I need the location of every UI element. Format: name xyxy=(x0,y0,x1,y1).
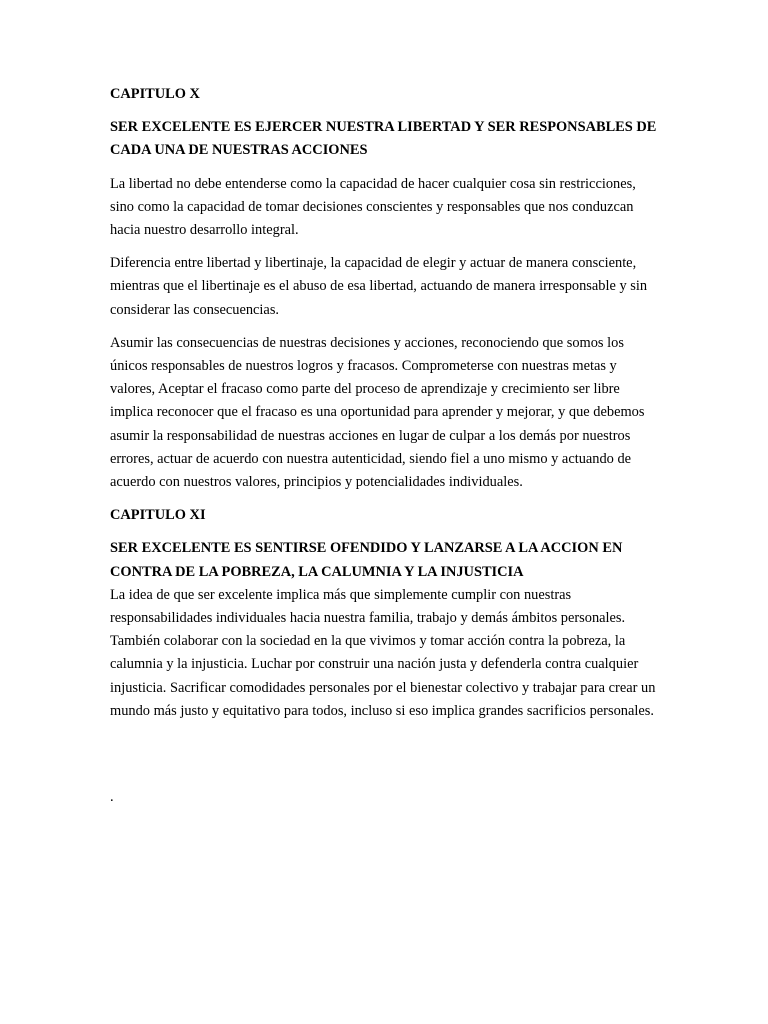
chapter-x-label: CAPITULO X xyxy=(110,86,200,102)
chapter-x-paragraph-3: Asumir las consecuencias de nuestras decisiones y acciones, reconociendo que somos los únicos responsables de nuestros logros y fracasos. Comprometerse con nuestras metas y valores, Aceptar el fracaso como parte del proceso de aprendizaje y crecimiento ser libre implica reconocer que el fracaso es una oportunidad para aprender y mejorar, y que debemos asumir la responsabilidad de nuestras acciones en lugar de culpar a los demás por nuestros errores, actuar de acuerdo con nuestra autenticidad, siendo fiel a uno mismo y actuando de acuerdo con nuestros valores, principios y potencialidades individuales. xyxy=(110,334,645,491)
chapter-x-paragraph-2: Diferencia entre libertad y libertinaje, la capacidad de elegir y actuar de manera consciente, mientras que el libertinaje es el abuso de esa libertad, actuando de manera irresponsable y sin considerar las consecuencias. xyxy=(110,255,648,318)
trailing-mark: . xyxy=(110,789,114,805)
chapter-xi-title: SER EXCELENTE ES SENTIRSE OFENDIDO Y LANZARSE A LA ACCION EN CONTRA DE LA POBREZA, LA CALUMNIA Y LA INJUSTICIA xyxy=(110,540,623,580)
chapter-x-paragraph-1: La libertad no debe entenderse como la capacidad de hacer cualquier cosa sin restricciones, sino como la capacidad de tomar decisiones conscientes y responsables que nos conduzcan hacia nuestro desarrollo integral. xyxy=(110,175,636,239)
chapter-xi-label: CAPITULO XI xyxy=(110,507,206,524)
document-page xyxy=(110,83,662,733)
chapter-x-title: SER EXCELENTE ES EJERCER NUESTRA LIBERTAD Y SER RESPONSABLES DE CADA UNA DE NUESTRAS ACCIONES xyxy=(110,119,657,159)
chapter-xi-paragraph-1: La idea de que ser excelente implica más que simplemente cumplir con nuestras responsabilidades individuales hacia nuestra familia, trabajo y demás ámbitos personales. También colaborar con la sociedad en la que vivimos y tomar acción contra la pobreza, la calumnia y la injusticia. Luchar por construir una nación justa y defenderla contra cualquier injusticia. Sacrificar comodidades personales por el bienestar colectivo y trabajar para crear un mundo más justo y equitativo para todos, incluso si eso implica grandes sacrificios personales. xyxy=(110,586,656,719)
